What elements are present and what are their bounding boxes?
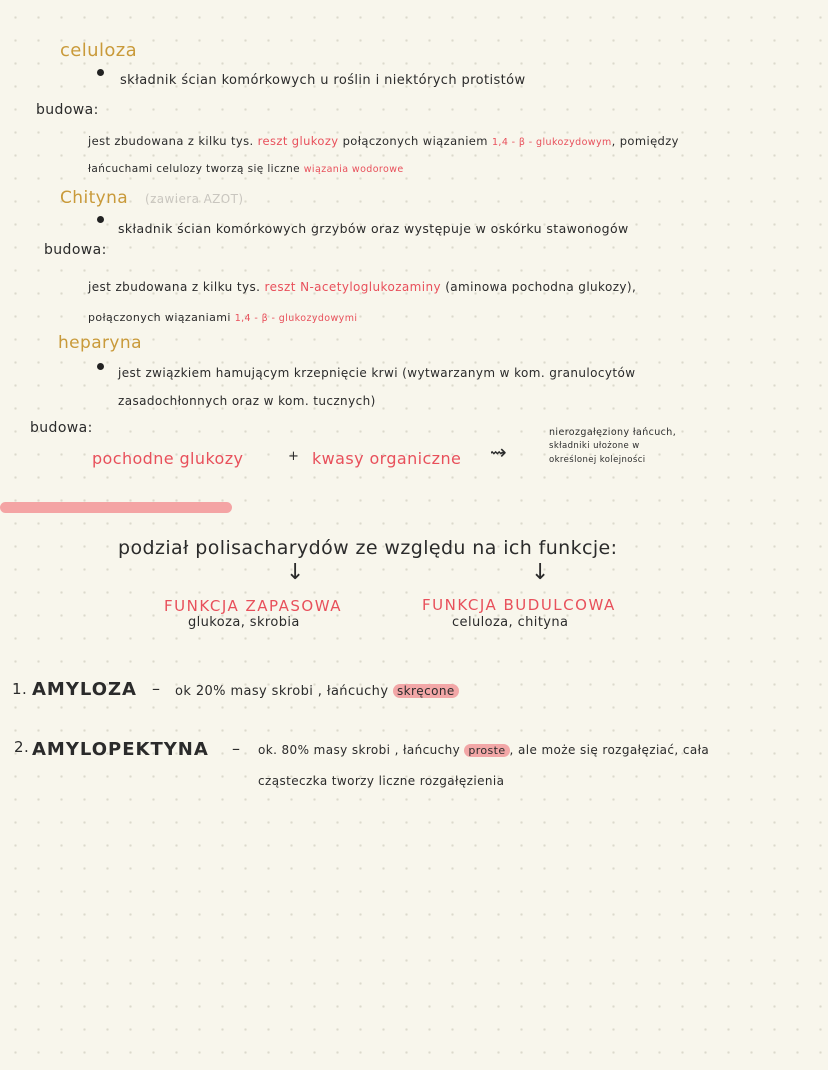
celuloza-budowa-label: budowa: <box>36 102 99 118</box>
heparyna-bullet-line1: jest związkiem hamującym krzepnięcie krwi (wytwarzanym w kom. granulocytów <box>118 366 636 380</box>
heparyna-note-line3: określonej kolejności <box>549 455 646 465</box>
amylopektyna-line2: cząsteczka tworzy liczne rozgałęzienia <box>258 774 505 788</box>
amylopektyna-description <box>258 743 709 757</box>
celuloza-bullet: składnik ścian komórkowych u roślin i niektórych protistów <box>120 73 526 88</box>
squiggle-arrow-icon: ⇝ <box>490 440 508 464</box>
text-segment: (aminowa pochodna glukozy), <box>445 280 637 294</box>
text-segment: połączonych wiązaniem <box>342 134 488 148</box>
text-segment: jest zbudowana z kilku tys. <box>88 134 254 148</box>
celuloza-line1 <box>88 134 679 148</box>
heparyna-budowa-label: budowa: <box>30 420 93 436</box>
heparyna-note-line1: nierozgałęziony łańcuch, <box>549 427 677 438</box>
highlighted-term: skręcone <box>393 684 459 698</box>
amyloza-dash: – <box>152 679 161 698</box>
text-segment: ok. 80% masy skrobi , łańcuchy <box>258 743 461 757</box>
text-segment: połączonych wiązaniami <box>88 311 231 324</box>
celuloza-line2 <box>88 163 404 175</box>
red-term: wiązania wodorowe <box>303 164 404 175</box>
amyloza-name: AMYLOZA <box>32 679 137 700</box>
heparyna-heading: heparyna <box>58 333 142 353</box>
heparyna-note-line2: składniki ułożone w <box>549 441 640 451</box>
storage-function-title: FUNKCJA ZAPASOWA <box>164 597 342 615</box>
heparyna-organic-acids: kwasy organiczne <box>312 449 462 468</box>
amylopektyna-number: 2. <box>14 738 30 756</box>
text-segment: łańcuchami celulozy tworzą się liczne <box>88 163 301 175</box>
text-segment: , ale może się rozgałęziać, cała <box>509 743 710 757</box>
text-segment: , pomiędzy <box>611 134 679 148</box>
structural-function-title: FUNKCJA BUDULCOWA <box>422 596 616 614</box>
amylopektyna-dash: – <box>232 739 241 758</box>
chityna-heading: Chityna <box>60 188 129 208</box>
chityna-budowa-label: budowa: <box>44 242 107 258</box>
bullet-dot <box>97 216 104 223</box>
chityna-bullet: składnik ścian komórkowych grzybów oraz występuje w oskórku stawonogów <box>118 221 629 236</box>
amyloza-description <box>175 684 459 699</box>
red-term: reszt glukozy <box>257 134 339 148</box>
chityna-note: (zawiera AZOT) <box>145 192 244 206</box>
structural-function-examples: celuloza, chityna <box>452 615 569 630</box>
storage-function-examples: glukoza, skrobia <box>188 615 300 630</box>
down-arrow-icon: ↓ <box>531 560 550 585</box>
chityna-line1 <box>88 280 636 294</box>
heparyna-glucose-derivatives: pochodne glukozy <box>92 449 244 468</box>
highlighted-term: proste <box>464 744 509 757</box>
chityna-line2 <box>88 311 357 324</box>
heparyna-plus: + <box>288 449 300 464</box>
section-divider <box>0 502 232 513</box>
text-segment: jest zbudowana z kilku tys. <box>88 280 261 294</box>
heparyna-bullet-line2: zasadochłonnych oraz w kom. tucznych) <box>118 394 376 408</box>
red-term: reszt N-acetyloglukozaminy <box>264 280 441 294</box>
text-segment: ok 20% masy skrobi , łańcuchy <box>175 684 389 699</box>
down-arrow-icon: ↓ <box>286 560 305 585</box>
amylopektyna-name: AMYLOPEKTYNA <box>32 739 209 760</box>
bullet-dot <box>97 69 104 76</box>
celuloza-heading: celuloza <box>60 40 138 61</box>
bullet-dot <box>97 363 104 370</box>
amyloza-number: 1. <box>12 680 28 698</box>
podzial-title: podział polisacharydów ze względu na ich funkcje: <box>118 537 618 559</box>
red-term: 1,4 - β - glukozydowymi <box>234 313 358 324</box>
red-term: 1,4 - β - glukozydowym <box>491 137 612 148</box>
